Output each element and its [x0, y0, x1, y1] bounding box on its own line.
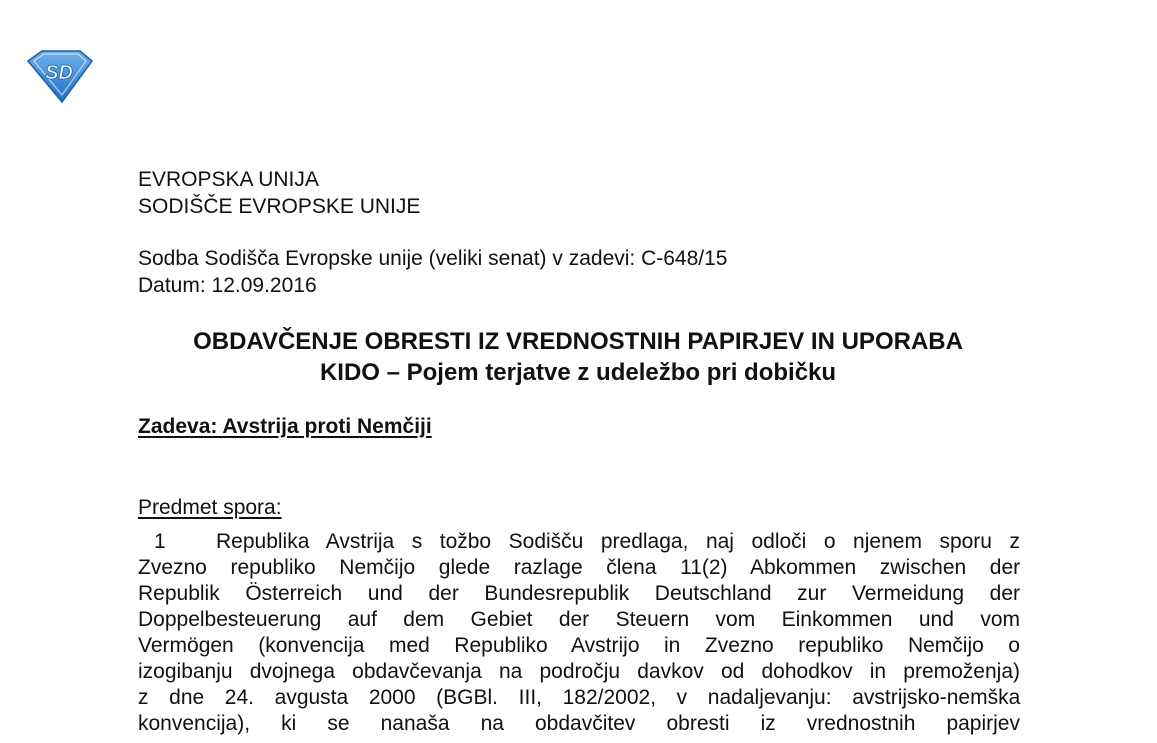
- judgment-reference: Sodba Sodišča Evropske unije (veliki senat) v zadevi: C-648/15: [138, 247, 728, 270]
- case-label: Zadeva: Avstrija proti Nemčiji: [138, 415, 432, 438]
- court-heading: [138, 166, 420, 220]
- paragraph-line: [138, 529, 1020, 555]
- paragraph-line: Doppelbesteuerung auf dem Gebiet der Steuern vom Einkommen und vom: [138, 608, 1020, 631]
- paragraph-line: Vermögen (konvencija med Republiko Avstrijo in Zvezno republiko Nemčijo o: [138, 634, 1020, 657]
- paragraph-line-text: Republika Avstrija s tožbo Sodišču predlaga, naj odloči o njenem sporu z: [216, 530, 1020, 553]
- title-line-1: OBDAVČENJE OBRESTI IZ VREDNOSTNIH PAPIRJEV IN UPORABA: [193, 328, 963, 355]
- subject-label: Predmet spora:: [138, 496, 282, 519]
- paragraph-line: konvencija), ki se nanaša na obdavčitev obresti iz vrednostnih papirjev: [138, 712, 1020, 735]
- title-line-2: KIDO – Pojem terjatve z udeležbo pri dobičku: [319, 359, 837, 386]
- paragraph-line: Zvezno republiko Nemčijo glede razlage člena 11(2) Abkommen zwischen der: [138, 556, 1021, 579]
- judgment-date: Datum: 12.09.2016: [138, 274, 317, 297]
- org-line-2: SODIŠČE EVROPSKE UNIJE: [138, 195, 421, 218]
- paragraph-number: 1: [154, 530, 166, 553]
- org-line-1: EVROPSKA UNIJA: [138, 168, 319, 191]
- judgment-meta: [138, 245, 727, 299]
- paragraph-line: izogibanju dvojnega obdavčevanja na področju davkov od dohodkov in premoženja): [138, 660, 1020, 683]
- paragraph-line: z dne 24. avgusta 2000 (BGBl. III, 182/2002, v nadaljevanju: avstrijsko-nemška: [138, 686, 1021, 709]
- paragraph-line: Republik Österreich und der Bundesrepublik Deutschland zur Vermeidung der: [138, 582, 1020, 605]
- paragraph-1: [138, 529, 1020, 737]
- document-title: [138, 326, 1018, 388]
- sd-shield-logo-icon: [22, 47, 95, 104]
- svg-text:SD: SD: [45, 62, 73, 84]
